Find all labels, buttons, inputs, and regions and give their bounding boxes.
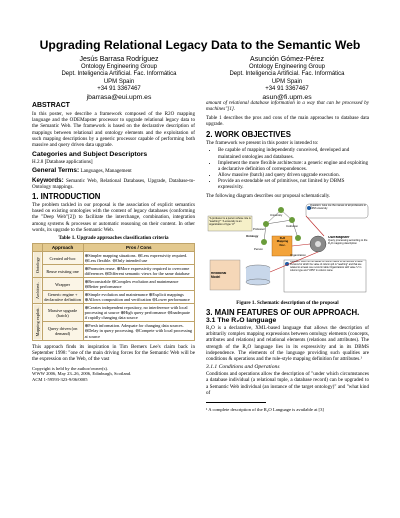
diagram-svg [206,202,369,298]
author-group: Ontology Engineering Group [248,63,326,70]
table-row [33,278,195,291]
architecture-diagram [206,202,369,298]
table-category: Mapping exploit. [33,304,43,340]
table-caption: Table 1. Upgrade approaches classification criteria [58,234,169,241]
person-node [261,239,267,245]
table-header-blank [33,243,43,251]
main-features-heading: 3. MAIN FEATURES OF OUR APPROACH. [206,307,360,317]
note-text: "A professor is a person whose role is "teaching"" "A university is an organization of type 'U'" [209,216,251,226]
table-approach: Wrapper [42,278,83,291]
list-item: • Allow massive (batch) and query driven upgrade execution. [218,172,369,178]
figure-intro-text: The following diagram describes our proposal schematically. [206,192,331,199]
paper-title: Upgrading Relational Legacy Data to the Semantic Web [39,38,361,52]
table-approach: Query driven (on demand) [42,322,83,340]
general-terms-text: Languages, Management [80,168,132,175]
categories-text: H.2.8 [Database applications] [32,159,93,166]
author-phone: +34 91 3367467 [97,86,141,93]
table-row [33,304,195,322]
categories-heading: Categories and Subject Descriptors [32,151,148,159]
table-header-pros-cons: Pros / Cons [83,243,194,251]
author-block-2 [207,56,367,102]
table-row [33,252,195,265]
question-bottom-text: Question: Give me the values of column name for all records in table Persons for which the value of column job is "teaching" and that are related to at least one record in table Organizations with value 'U' in column type and "UPM" in column name [290,260,363,272]
table-category: Architect. [33,278,43,304]
odemapster-label: ODEMapster [328,235,350,239]
table-pros-cons: ⊕Simple evolution and maintenance ⊕Explicit mappings ⊕Allows composition and verification ⊖Lower performance [83,291,194,304]
copyright-notice: Copyright is held by the author/owner(s). WWW 2006, May 23–26, 2006, Edinburgh, Scotland. ACM 1-59593-323-9/06/0005 [32,366,132,382]
author-univ: UPM Spain [271,78,303,85]
organization-label: Organization [290,252,306,257]
author-name: Asunción Gómez-Pérez [250,56,324,63]
table-approach: Massive upgrade (batch) [42,304,83,322]
table-approach: Created ad-hoc [42,252,83,265]
conditions-heading: 3.1.1 Conditions and Operations [206,364,280,371]
left-column [32,100,195,382]
right-column [206,100,369,412]
table-approach: Reuse existing one [42,265,83,278]
abstract-text: In this poster, we describe a framework composed of the R2O mapping language and the ODEMapster processor to upgrade relational legacy data to the Semantic Web. The framework is based on the declarative description of mappings between relational and ontology elements and the exploitation of such mapping descriptions by a generic processor capable of performing both massive and query driven data upgrade. [32,111,195,148]
author-dept: Dept. Inteligencia Artificial. Fac. Informática [61,71,177,78]
introduction-text: The problem tackled in our proposal is the association of explicit semantics based on existing ontologies with the content of legacy databases (conforming the "Deep Web"[2]) to facilitate the interchange, combination, integration among systems & processes or automatic reasoning on their content. In other words, its upgrade to the Semantic Web. [32,202,195,233]
author-group: Ontology Engineering Group [80,63,158,70]
table-pros-cons: ⊕Fresh information. Adequate for changing data sources. ⊖Delay in query processing. ⊖Compete with local processing at source [83,322,194,340]
objectives-list [206,147,369,190]
odemapster-desc: Query processing according to the R₂O mapping description [328,238,368,245]
arrow [292,244,310,246]
continued-quote: amount of relational database information in a way that can be processed by machines"[1]. [206,100,369,113]
abstract-heading: ABSTRACT [32,102,70,109]
figure-caption: Figure 1. Schematic description of the proposal [236,299,339,306]
question-top-text: Question: Give me the names of all professors in UPM university [310,203,367,210]
author-email[interactable]: jbarrasa@eui.upm.es [86,93,152,101]
ontology-label: Ontology [246,233,259,238]
list-item: • Implement the more flexible architecture: a generic engine and exploiting a declarative definition of correspondences. [218,160,369,172]
approaches-table [32,243,195,341]
keywords-label: Keywords: [32,176,64,184]
table-pros-cons: ⊕Creates independent repository, no interference with local processing at source ⊕High query performance ⊖Inadequate if rapidly changing data source [83,304,194,322]
university-label: University [270,212,283,217]
introduction-heading: 1. INTRODUCTION [32,191,101,201]
table-row [33,265,195,278]
conditions-text: Conditions and operations allow the description of "under which circumstances a database individual (a relational tuple, a database record) can be upgraded to a Semantic Web individual (an instance of the target ontology)" and "what kind of [206,371,369,396]
r2o-language-heading: 3.1 The R₂O language [206,317,277,324]
work-objectives-intro: The framework we present in this poster is intended to: [206,139,319,146]
work-objectives-heading: 2. WORK OBJECTIVES [206,129,291,139]
professor-label: Professor [253,226,265,231]
author-block-1 [39,56,199,102]
r2o-language-text: R₂O is a declarative, XML-based language that allows the description of arbitrarily complex mapping expressions between ontology elements (concepts, attributes and relations) and relational elements (relations and attributes). The strength of the R₂O language lies in its expressivity and in its DBMS independence. The elements of the language providing such qualities are conditions & operations and the rule-style mapping definition for attributes.¹ [206,325,369,362]
table-category: Ontology [33,252,43,278]
organization-node [295,235,301,241]
author-univ: UPM Spain [103,78,135,85]
author-phone: +34 91 3367467 [265,86,309,93]
relational-model-label: Relational Model [211,271,227,279]
footnote-rule [206,402,266,403]
table-reference-text: Table 1 describes the pros and cons of the main approaches to database data upgrade. [206,115,369,128]
list-item: • Be capable of mapping independently conceived, developed and maintained ontologies and databases. [218,147,369,159]
author-dept: Dept. Inteligencia Artificial. Fac. Informática [229,71,345,78]
footnote: ¹ A complete description of the R₂O Language is available at [3] [206,406,324,412]
person-label: Person [254,246,263,251]
table-pros-cons: ⊕Reconstrable ⊖Complex evolution and maintenance ⊖Better performance [83,278,194,291]
after-table-text: This approach finds its inspiration in Tim Berners Lee's claim back in September 1998: "one of the main driving forces for the Semantic Web will be the expression on the Web, of the vast [32,343,195,362]
table-approach: Generic engine + declarative definition [42,291,83,304]
table-pros-cons: ⊕Simpler mapping situations. ⊖Less expressivity required. ⊖Less flexible. ⊖Only intended use [83,252,194,265]
author-email[interactable]: asun@fi.upm.es [262,93,312,101]
r2o-doc-label: R₂O Mapping Doc. [276,236,289,247]
table-row [33,322,195,340]
table-pros-cons: ⊕Promotes reuse. ⊕More expressivity required to overcome differences ⊖Different semantic views for the same database [83,265,194,278]
keywords-text: Semantic Web, Relational Databases, Upgrade, Database-to-Ontology mappings. [32,177,195,190]
table-header-approach: Approach [42,243,83,251]
general-terms-label: General Terms: [32,167,80,175]
list-item: • Provide an extendable set of primitives, not limited by DBMS expressivity. [218,178,369,190]
author-name: Jesús Barrasa Rodríguez [79,56,159,63]
institution-label: Institution [286,223,298,228]
table-row [33,291,195,304]
